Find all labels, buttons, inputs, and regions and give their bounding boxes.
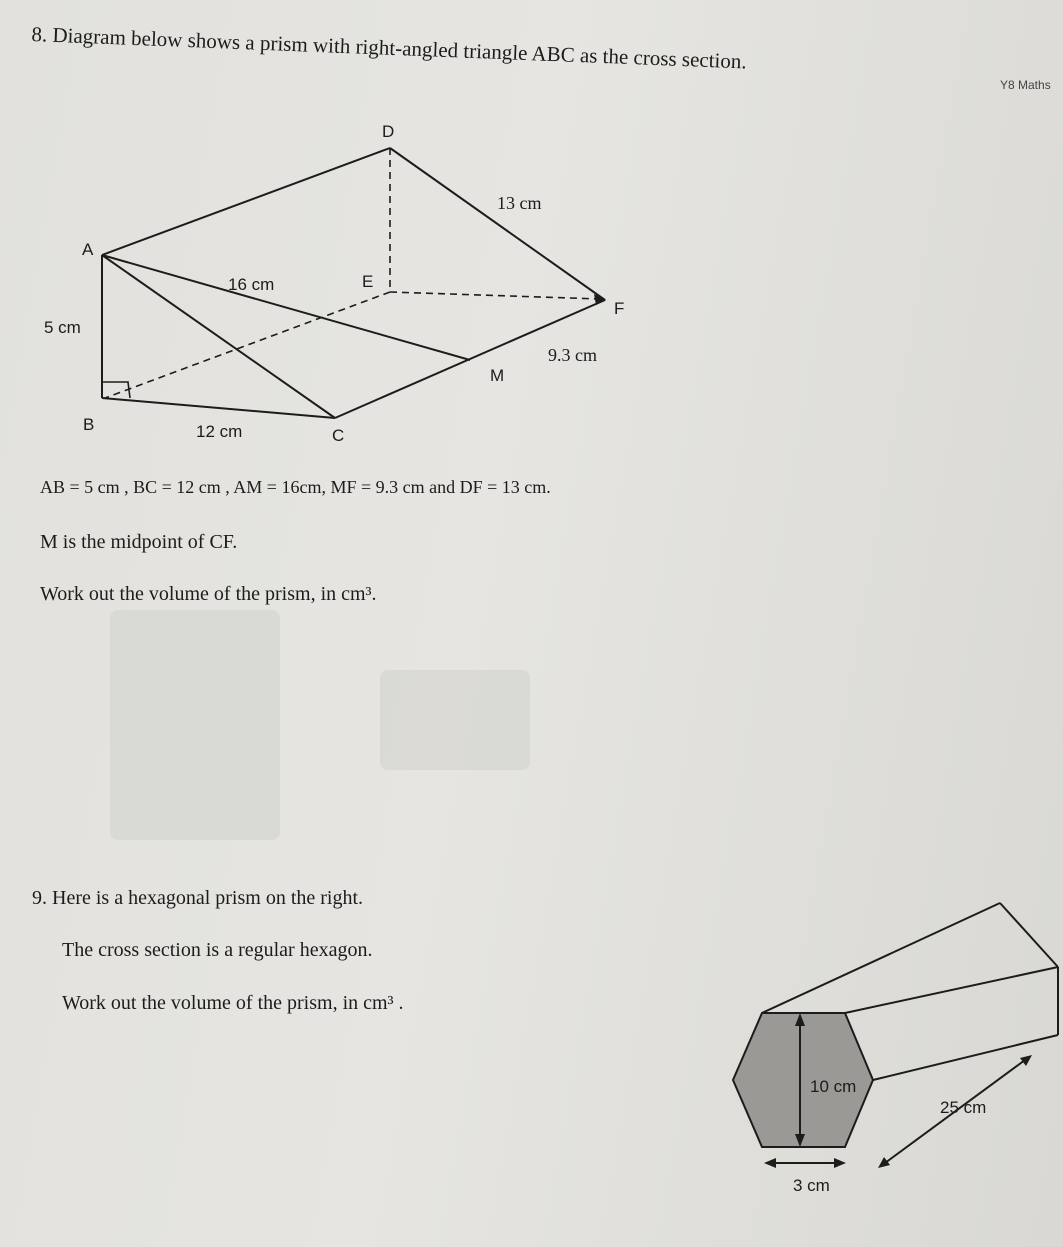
midpoint-statement: M is the midpoint of CF. (40, 531, 238, 553)
length-df: 13 cm (497, 193, 542, 213)
question-9-line-1: 9. Here is a hexagonal prism on the right. (32, 887, 364, 909)
label-f: F (614, 299, 625, 318)
label-b: B (83, 415, 95, 434)
label-length: 25 cm (940, 1098, 987, 1117)
question-9-line-2: The cross section is a regular hexagon. (62, 939, 373, 961)
length-am: 16 cm (228, 275, 275, 294)
given-lengths: AB = 5 cm , BC = 12 cm , AM = 16cm, MF = 9.3 cm and DF = 13 cm. (40, 477, 551, 497)
header-tag: Y8 Maths (1000, 78, 1051, 92)
label-d: D (382, 122, 395, 141)
label-e: E (362, 272, 374, 291)
question-8-task: Work out the volume of the prism, in cm³. (40, 583, 377, 605)
length-ab: 5 cm (44, 318, 81, 337)
hexagonal-prism-diagram (720, 890, 1060, 1210)
label-height: 10 cm (810, 1077, 857, 1096)
length-bc: 12 cm (196, 422, 243, 441)
question-9-line-3: Work out the volume of the prism, in cm³ . (62, 992, 404, 1014)
triangular-prism-diagram (0, 110, 680, 450)
label-m: M (490, 366, 505, 385)
label-side: 3 cm (793, 1176, 830, 1195)
length-mf: 9.3 cm (548, 345, 597, 365)
label-a: A (82, 240, 94, 259)
question-8-title: 8. Diagram below shows a prism with right-angled triangle ABC as the cross section. (31, 22, 748, 74)
label-c: C (332, 426, 345, 445)
